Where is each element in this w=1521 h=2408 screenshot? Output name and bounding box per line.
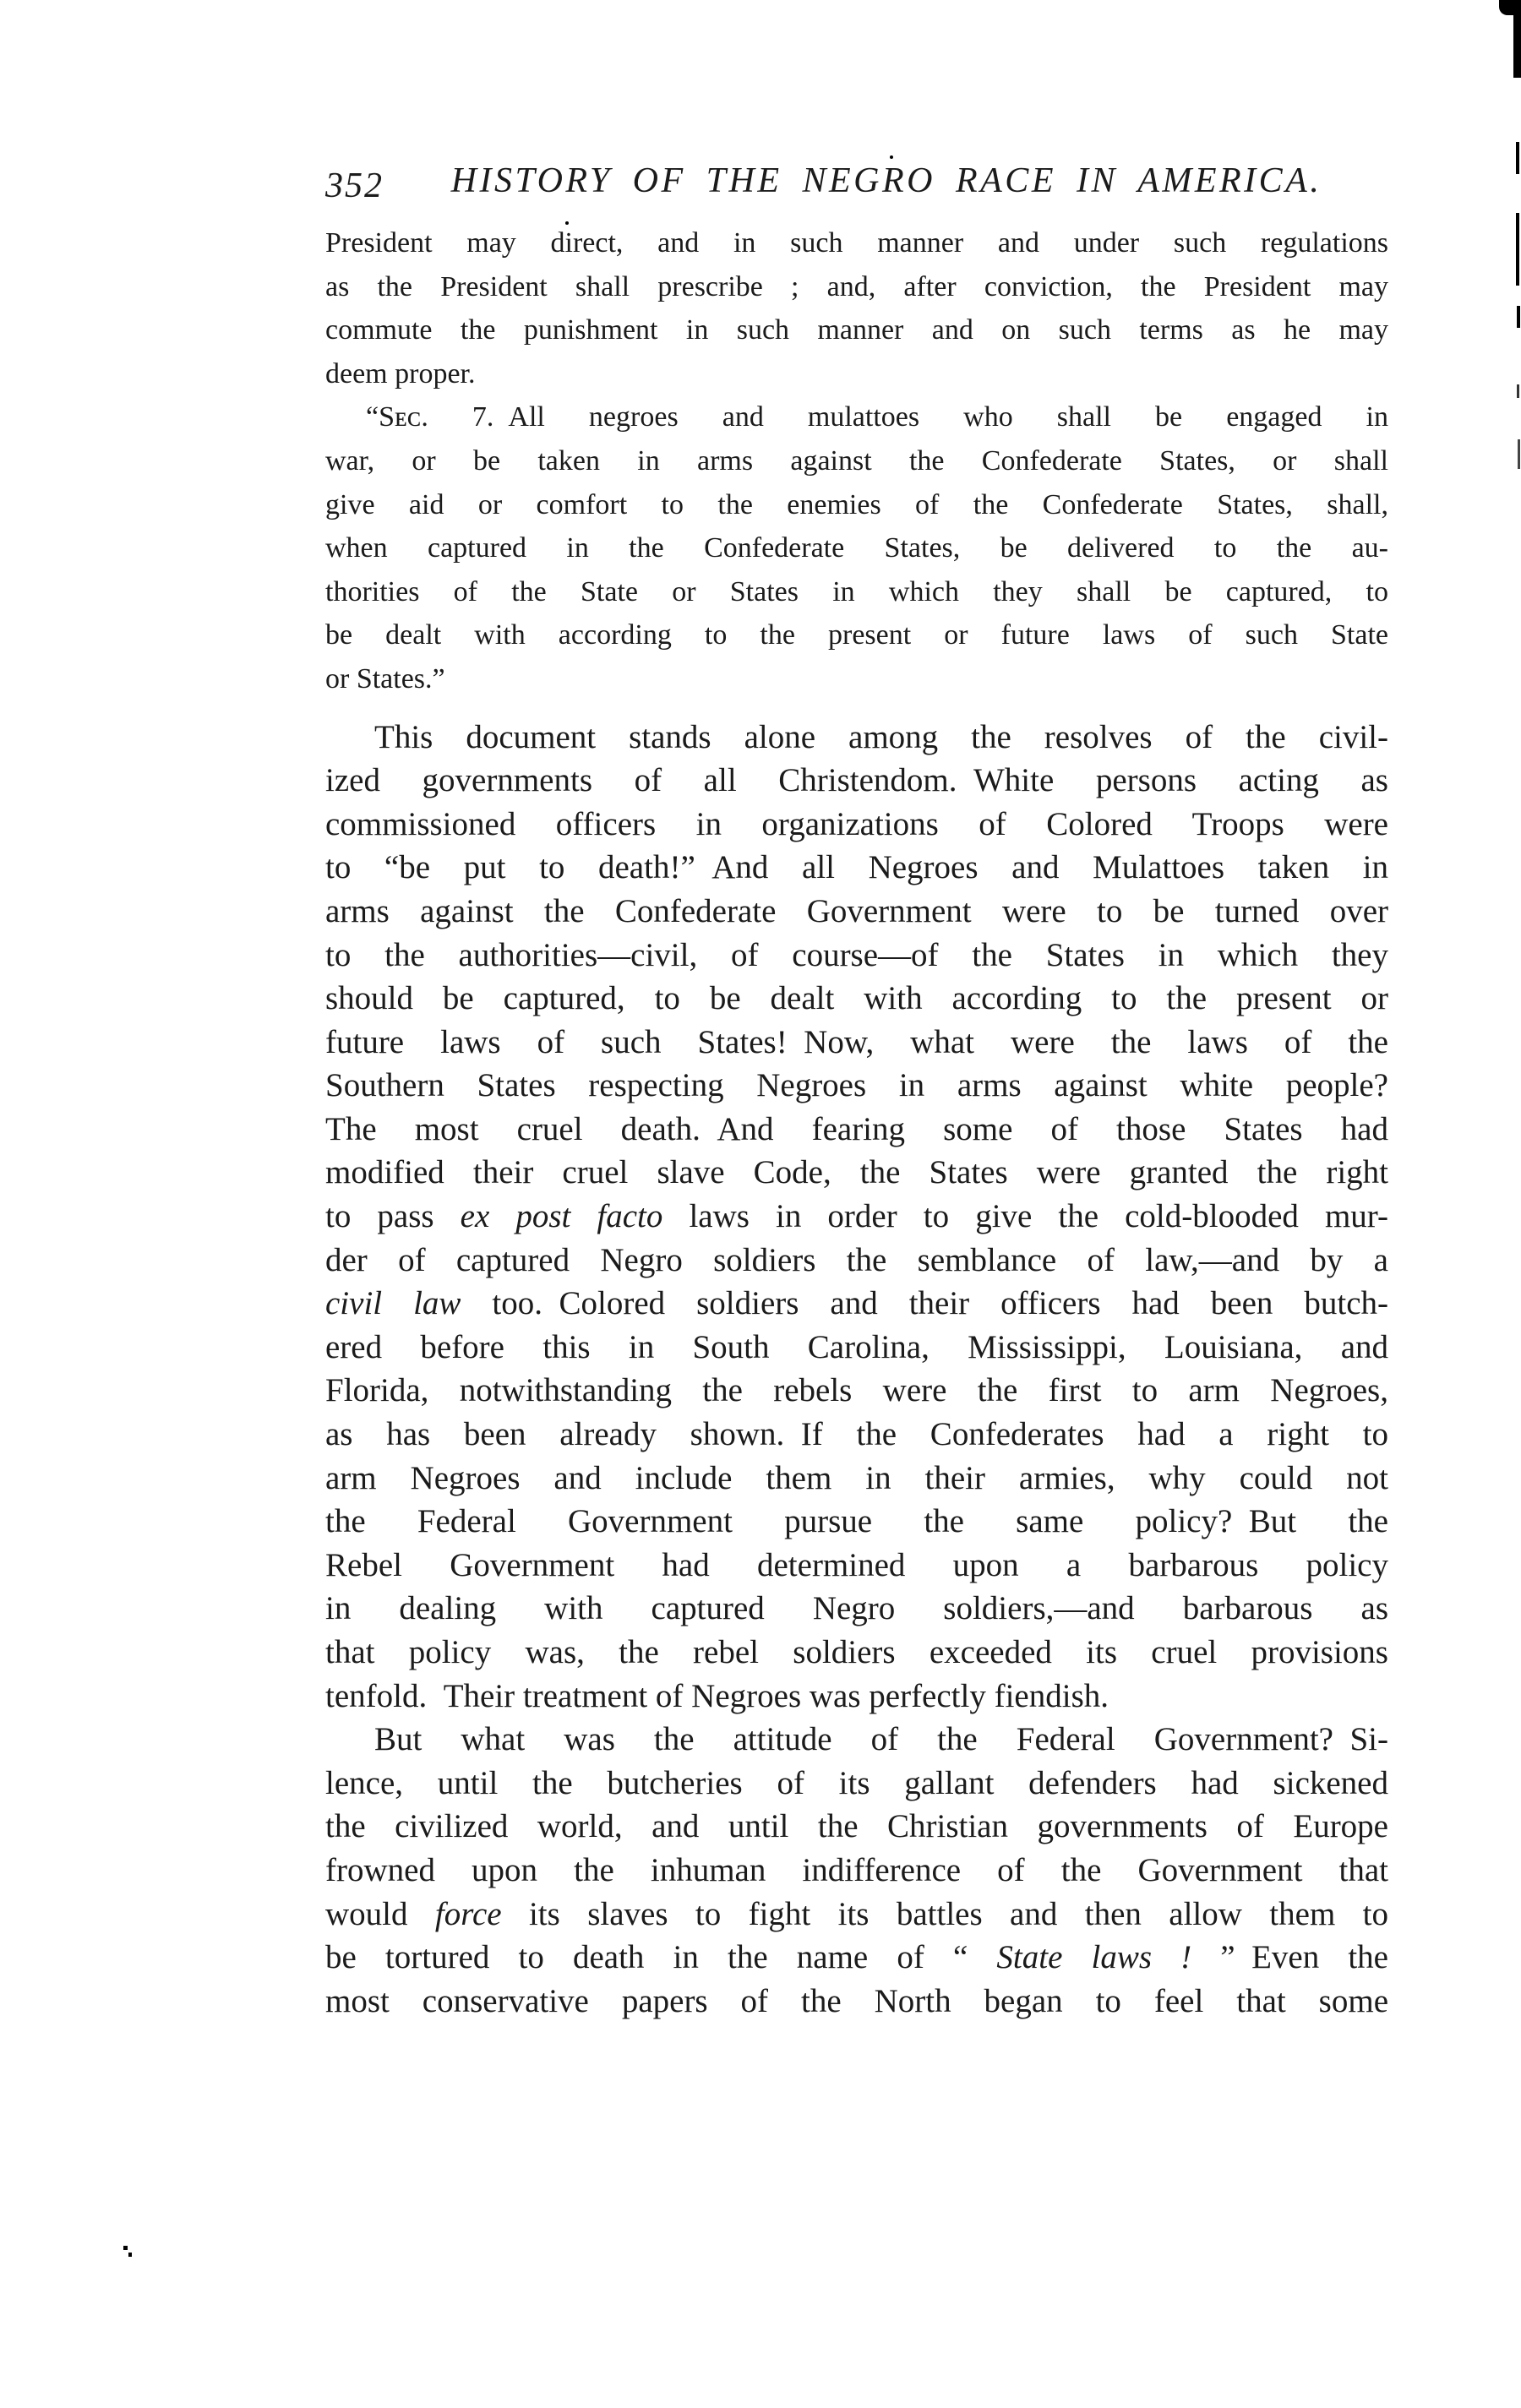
text-line: that policy was, the rebel soldiers exceeded its cruel provisions <box>325 1634 1388 1670</box>
text-line: give aid or comfort to the enemies of the Confederate States, shall, <box>325 488 1388 520</box>
text-line: the Federal Government pursue the same policy? But the <box>325 1503 1388 1540</box>
text-line: Southern States respecting Negroes in arms against white people? <box>325 1067 1388 1104</box>
text-line: modified their cruel slave Code, the States were granted the right <box>325 1154 1388 1191</box>
text-line: deem proper. <box>325 357 476 390</box>
scan-artifact-edge-segment <box>1517 306 1520 328</box>
scan-artifact-edge-segment <box>1516 142 1519 174</box>
page-number: 352 <box>325 166 384 205</box>
text-line: to pass ex post facto laws in order to give the cold-blooded mur- <box>325 1198 1388 1235</box>
text-line: be dealt with according to the present or future laws of such State <box>325 619 1388 651</box>
text-line: But what was the attitude of the Federal Government? Si- <box>374 1721 1388 1758</box>
text-line: civil law too. Colored soldiers and their officers had been butch- <box>325 1285 1388 1322</box>
paragraph <box>325 395 1388 700</box>
scan-artifact-speck <box>123 2246 128 2250</box>
paragraph <box>325 716 1388 1719</box>
text-line: most conservative papers of the North began to feel that some <box>325 1982 1388 2019</box>
text-line: lence, until the butcheries of its gallant defenders had sickened <box>325 1764 1388 1801</box>
text-line: to the authorities—civil, of course—of the States in which they <box>325 936 1388 973</box>
text-line: ized governments of all Christendom. White persons acting as <box>325 762 1388 799</box>
paragraph <box>325 1718 1388 2023</box>
scan-artifact-edge-line <box>1513 0 1521 78</box>
scan-artifact-speck <box>128 2253 132 2257</box>
text-line: arm Negroes and include them in their armies, why could not <box>325 1459 1388 1496</box>
text-line: President may direct, and in such manner and under such regulations <box>325 227 1388 259</box>
text-line: The most cruel death. And fearing some of those States had <box>325 1110 1388 1147</box>
text-line: in dealing with captured Negro soldiers,—and barbarous as <box>325 1590 1388 1627</box>
text-line: war, or be taken in arms against the Confederate States, or shall <box>325 444 1388 477</box>
text-line: der of captured Negro soldiers the semblance of law,—and by a <box>325 1241 1388 1278</box>
text-line: commissioned officers in organizations of Colored Troops were <box>325 805 1388 842</box>
text-line: arms against the Confederate Government were to be turned over <box>325 892 1388 929</box>
text-line: This document stands alone among the resolves of the civil- <box>374 718 1388 755</box>
text-line: “Sᴇᴄ. 7. All negroes and mulattoes who shall be engaged in <box>366 401 1388 433</box>
text-line: commute the punishment in such manner and on such terms as he may <box>325 314 1388 346</box>
text-line: Florida, notwithstanding the rebels were the first to arm Negroes, <box>325 1372 1388 1409</box>
text-line: frowned upon the inhuman indifference of the Government that <box>325 1851 1388 1888</box>
text-line: would force its slaves to fight its battles and then allow them to <box>325 1895 1388 1932</box>
scan-artifact-speck <box>890 155 893 159</box>
paragraph <box>325 221 1388 395</box>
text-line: thorities of the State or States in which they shall be captured, to <box>325 575 1388 607</box>
text-line: Rebel Government had determined upon a barbarous policy <box>325 1546 1388 1583</box>
text-block <box>325 221 1388 2023</box>
page-header <box>325 161 1388 211</box>
text-line: ered before this in South Carolina, Mississippi, Louisiana, and <box>325 1328 1388 1365</box>
text-line: or States.” <box>325 662 445 695</box>
text-line: should be captured, to be dealt with according to the present or <box>325 980 1388 1017</box>
scan-artifact-edge-segment <box>1516 213 1519 286</box>
text-line: future laws of such States! Now, what were the laws of the <box>325 1023 1388 1060</box>
scan-artifact-edge-segment <box>1518 439 1520 469</box>
scan-artifact-edge-segment <box>1517 384 1519 398</box>
text-line: tenfold. Their treatment of Negroes was perfectly fiendish. <box>325 1677 1109 1714</box>
text-line: as has been already shown. If the Confederates had a right to <box>325 1416 1388 1453</box>
text-line: when captured in the Confederate States, be delivered to the au- <box>325 532 1388 564</box>
text-line: the civilized world, and until the Christian governments of Europe <box>325 1808 1388 1845</box>
text-line: be tortured to death in the name of “ State laws ! ” Even the <box>325 1939 1388 1976</box>
text-line: to “be put to death!” And all Negroes and Mulattoes taken in <box>325 849 1388 886</box>
text-line: as the President shall prescribe ; and, after conviction, the President may <box>325 270 1388 302</box>
running-title: HISTORY OF THE NEGRO RACE IN AMERICA. <box>450 161 1322 200</box>
